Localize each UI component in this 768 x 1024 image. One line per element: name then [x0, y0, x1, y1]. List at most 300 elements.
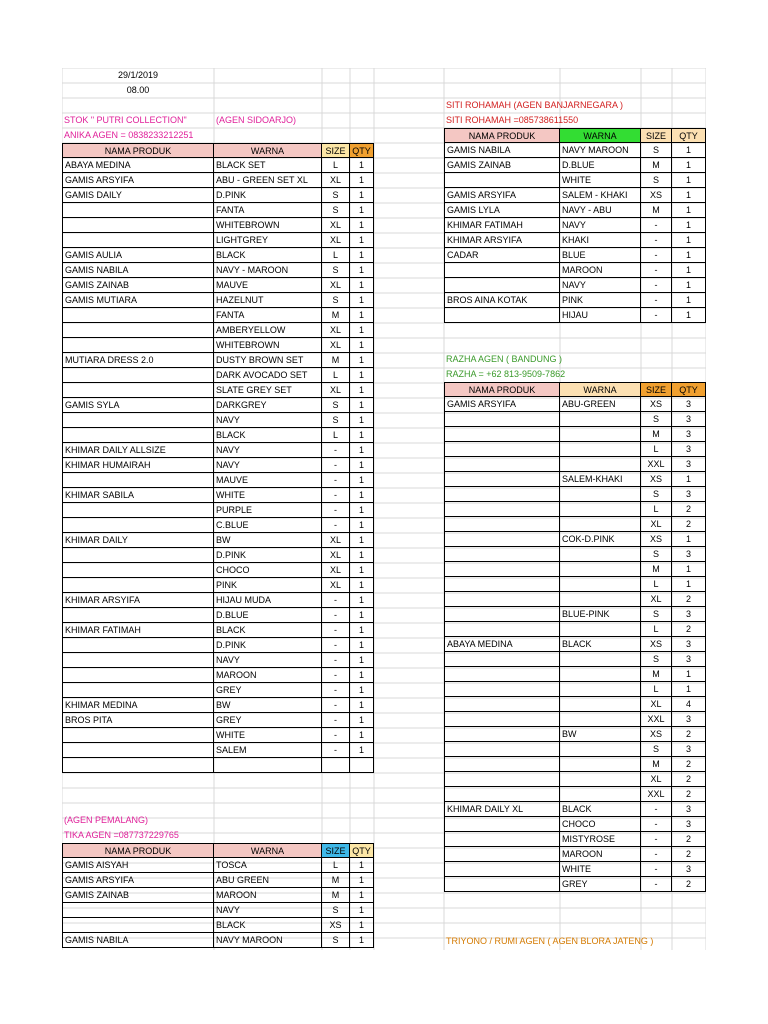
cell-color[interactable]: BLACK: [560, 637, 641, 652]
cell-color[interactable]: BLUE: [560, 248, 641, 263]
cell-size[interactable]: XL: [322, 323, 350, 338]
cell-product[interactable]: [444, 757, 560, 772]
cell-product[interactable]: GAMIS ARSYIFA: [444, 397, 560, 412]
cell-qty[interactable]: 1: [350, 608, 374, 623]
cell-color[interactable]: NAVY: [214, 443, 322, 458]
cell-product[interactable]: [444, 547, 560, 562]
cell-product[interactable]: [62, 668, 214, 683]
header-product[interactable]: NAMA PRODUK: [62, 143, 214, 158]
cell-color[interactable]: DUSTY BROWN SET: [214, 353, 322, 368]
stock-title[interactable]: STOK " PUTRI COLLECTION": [64, 115, 187, 125]
cell-size[interactable]: XL: [322, 548, 350, 563]
header-qty[interactable]: QTY: [672, 382, 706, 397]
cell-product[interactable]: GAMIS LYLA: [444, 203, 560, 218]
cell-color[interactable]: KHAKI: [560, 233, 641, 248]
cell-qty[interactable]: 3: [672, 412, 706, 427]
cell-color[interactable]: COK-D.PINK: [560, 532, 641, 547]
cell-qty[interactable]: 3: [672, 802, 706, 817]
cell-qty[interactable]: 1: [672, 158, 706, 173]
cell-qty[interactable]: 1: [350, 233, 374, 248]
cell-qty[interactable]: 1: [672, 562, 706, 577]
cell-product[interactable]: [444, 502, 560, 517]
time-cell[interactable]: 08.00: [126, 85, 150, 95]
cell-qty[interactable]: 1: [350, 728, 374, 743]
header-qty[interactable]: QTY: [350, 843, 374, 858]
cell-qty[interactable]: 1: [672, 682, 706, 697]
cell-size[interactable]: S: [322, 263, 350, 278]
cell-size[interactable]: XL: [322, 563, 350, 578]
cell-size[interactable]: XL: [322, 383, 350, 398]
cell-size[interactable]: S: [641, 607, 672, 622]
cell-qty[interactable]: 3: [672, 427, 706, 442]
agent-anika[interactable]: ANIKA AGEN = 0838233212251: [64, 130, 194, 140]
cell-size[interactable]: M: [322, 308, 350, 323]
cell-color[interactable]: NAVY - MAROON: [214, 263, 322, 278]
header-color[interactable]: WARNA: [214, 843, 322, 858]
header-product[interactable]: NAMA PRODUK: [62, 843, 214, 858]
cell-color[interactable]: GREY: [214, 683, 322, 698]
cell-qty[interactable]: 2: [672, 877, 706, 892]
cell-qty[interactable]: 2: [672, 622, 706, 637]
cell-color[interactable]: NAVY: [214, 458, 322, 473]
cell-color[interactable]: [214, 758, 322, 773]
cell-product[interactable]: GAMIS ARSYIFA: [62, 873, 214, 888]
cell-product[interactable]: BROS PITA: [62, 713, 214, 728]
cell-color[interactable]: SALEM - KHAKI: [560, 188, 641, 203]
cell-qty[interactable]: 1: [350, 698, 374, 713]
cell-size[interactable]: XL: [322, 278, 350, 293]
cell-product[interactable]: [444, 652, 560, 667]
cell-product[interactable]: KHIMAR FATIMAH: [62, 623, 214, 638]
cell-qty[interactable]: 1: [350, 443, 374, 458]
cell-size[interactable]: XS: [641, 188, 672, 203]
cell-color[interactable]: FANTA: [214, 308, 322, 323]
cell-product[interactable]: ABAYA MEDINA: [62, 158, 214, 173]
cell-product[interactable]: [62, 518, 214, 533]
cell-size[interactable]: S: [641, 143, 672, 158]
cell-qty[interactable]: 3: [672, 817, 706, 832]
cell-size[interactable]: -: [322, 458, 350, 473]
cell-product[interactable]: KHIMAR FATIMAH: [444, 218, 560, 233]
cell-product[interactable]: [444, 457, 560, 472]
cell-size[interactable]: M: [641, 562, 672, 577]
cell-size[interactable]: -: [322, 593, 350, 608]
cell-qty[interactable]: 1: [350, 173, 374, 188]
header-size[interactable]: SIZE: [641, 382, 672, 397]
cell-product[interactable]: [444, 727, 560, 742]
cell-product[interactable]: MUTIARA DRESS 2.0: [62, 353, 214, 368]
cell-qty[interactable]: 1: [350, 548, 374, 563]
cell-color[interactable]: NAVY: [214, 413, 322, 428]
cell-color[interactable]: C.BLUE: [214, 518, 322, 533]
cell-size[interactable]: M: [322, 353, 350, 368]
cell-color[interactable]: [560, 577, 641, 592]
cell-size[interactable]: XL: [322, 218, 350, 233]
cell-color[interactable]: NAVY MAROON: [214, 933, 322, 948]
cell-qty[interactable]: 1: [350, 248, 374, 263]
cell-size[interactable]: -: [322, 728, 350, 743]
cell-color[interactable]: ABU - GREEN SET XL: [214, 173, 322, 188]
cell-size[interactable]: S: [641, 173, 672, 188]
cell-qty[interactable]: 1: [672, 218, 706, 233]
cell-color[interactable]: BW: [214, 698, 322, 713]
cell-product[interactable]: [444, 173, 560, 188]
cell-size[interactable]: XL: [322, 233, 350, 248]
cell-color[interactable]: AMBERYELLOW: [214, 323, 322, 338]
cell-color[interactable]: [560, 457, 641, 472]
cell-qty[interactable]: 3: [672, 607, 706, 622]
cell-color[interactable]: NAVY: [214, 903, 322, 918]
cell-size[interactable]: M: [322, 888, 350, 903]
cell-color[interactable]: [560, 562, 641, 577]
cell-size[interactable]: XL: [322, 533, 350, 548]
cell-qty[interactable]: 3: [672, 712, 706, 727]
cell-qty[interactable]: 1: [350, 338, 374, 353]
cell-color[interactable]: NAVY: [560, 218, 641, 233]
cell-qty[interactable]: 1: [350, 623, 374, 638]
cell-color[interactable]: MAROON: [560, 263, 641, 278]
cell-product[interactable]: KHIMAR HUMAIRAH: [62, 458, 214, 473]
cell-product[interactable]: [444, 308, 560, 323]
agent-razha[interactable]: RAZHA = +62 813-9509-7862: [446, 369, 566, 379]
cell-product[interactable]: [62, 608, 214, 623]
cell-qty[interactable]: 1: [672, 577, 706, 592]
cell-qty[interactable]: 3: [672, 397, 706, 412]
cell-size[interactable]: XS: [641, 637, 672, 652]
cell-product[interactable]: [62, 638, 214, 653]
cell-product[interactable]: KHIMAR DAILY XL: [444, 802, 560, 817]
cell-size[interactable]: L: [322, 428, 350, 443]
cell-qty[interactable]: 1: [350, 563, 374, 578]
cell-size[interactable]: S: [322, 398, 350, 413]
cell-product[interactable]: GAMIS DAILY: [62, 188, 214, 203]
cell-color[interactable]: [560, 427, 641, 442]
cell-size[interactable]: -: [641, 248, 672, 263]
cell-product[interactable]: [62, 428, 214, 443]
cell-color[interactable]: [560, 742, 641, 757]
date-cell[interactable]: 29/1/2019: [117, 70, 159, 80]
cell-size[interactable]: S: [322, 203, 350, 218]
cell-qty[interactable]: 1: [350, 578, 374, 593]
cell-size[interactable]: M: [641, 667, 672, 682]
cell-color[interactable]: MAUVE: [214, 278, 322, 293]
cell-color[interactable]: [560, 787, 641, 802]
cell-size[interactable]: -: [322, 608, 350, 623]
cell-size[interactable]: -: [322, 743, 350, 758]
cell-qty[interactable]: 1: [350, 638, 374, 653]
cell-product[interactable]: [444, 697, 560, 712]
cell-size[interactable]: L: [641, 577, 672, 592]
cell-size[interactable]: -: [641, 832, 672, 847]
cell-qty[interactable]: 1: [672, 278, 706, 293]
header-color[interactable]: WARNA: [214, 143, 322, 158]
cell-color[interactable]: BW: [214, 533, 322, 548]
cell-product[interactable]: [444, 712, 560, 727]
cell-product[interactable]: GAMIS AULIA: [62, 248, 214, 263]
cell-product[interactable]: [444, 532, 560, 547]
cell-size[interactable]: -: [322, 698, 350, 713]
cell-product[interactable]: [62, 338, 214, 353]
cell-product[interactable]: [444, 682, 560, 697]
cell-color[interactable]: BLACK: [560, 802, 641, 817]
cell-qty[interactable]: 1: [672, 308, 706, 323]
cell-color[interactable]: GREY: [214, 713, 322, 728]
cell-qty[interactable]: 1: [350, 263, 374, 278]
cell-color[interactable]: FANTA: [214, 203, 322, 218]
cell-color[interactable]: WHITEBROWN: [214, 218, 322, 233]
cell-qty[interactable]: 1: [672, 293, 706, 308]
cell-size[interactable]: XL: [322, 578, 350, 593]
cell-size[interactable]: M: [322, 873, 350, 888]
cell-product[interactable]: [444, 487, 560, 502]
cell-size[interactable]: -: [322, 503, 350, 518]
cell-size[interactable]: S: [641, 547, 672, 562]
cell-product[interactable]: [62, 203, 214, 218]
cell-qty[interactable]: 2: [672, 502, 706, 517]
cell-product[interactable]: [444, 472, 560, 487]
cell-qty[interactable]: 2: [672, 787, 706, 802]
cell-product[interactable]: [62, 233, 214, 248]
cell-color[interactable]: D.PINK: [214, 188, 322, 203]
cell-size[interactable]: -: [322, 638, 350, 653]
cell-size[interactable]: S: [641, 412, 672, 427]
cell-product[interactable]: [62, 743, 214, 758]
cell-color[interactable]: [560, 772, 641, 787]
cell-size[interactable]: M: [641, 158, 672, 173]
cell-color[interactable]: [560, 487, 641, 502]
cell-product[interactable]: [444, 517, 560, 532]
cell-qty[interactable]: 1: [350, 653, 374, 668]
cell-size[interactable]: [322, 758, 350, 773]
cell-color[interactable]: CHOCO: [214, 563, 322, 578]
cell-qty[interactable]: 1: [350, 858, 374, 873]
cell-product[interactable]: [444, 832, 560, 847]
cell-size[interactable]: S: [641, 487, 672, 502]
cell-color[interactable]: [560, 412, 641, 427]
cell-color[interactable]: CHOCO: [560, 817, 641, 832]
cell-size[interactable]: -: [322, 668, 350, 683]
cell-product[interactable]: [62, 758, 214, 773]
cell-color[interactable]: HIJAU MUDA: [214, 593, 322, 608]
agent-sidoarjo-label[interactable]: (AGEN SIDOARJO): [216, 115, 297, 125]
cell-qty[interactable]: 3: [672, 637, 706, 652]
cell-size[interactable]: XL: [641, 772, 672, 787]
cell-qty[interactable]: 1: [350, 293, 374, 308]
cell-color[interactable]: BLACK: [214, 428, 322, 443]
cell-size[interactable]: S: [641, 652, 672, 667]
cell-size[interactable]: L: [641, 622, 672, 637]
cell-qty[interactable]: 3: [672, 547, 706, 562]
agent-pemalang-label[interactable]: (AGEN PEMALANG): [64, 815, 149, 825]
cell-color[interactable]: [560, 667, 641, 682]
cell-size[interactable]: -: [641, 308, 672, 323]
cell-size[interactable]: L: [322, 248, 350, 263]
cell-product[interactable]: [62, 548, 214, 563]
cell-product[interactable]: [444, 817, 560, 832]
cell-color[interactable]: SLATE GREY SET: [214, 383, 322, 398]
cell-product[interactable]: [444, 412, 560, 427]
cell-product[interactable]: KHIMAR DAILY: [62, 533, 214, 548]
cell-size[interactable]: XXL: [641, 712, 672, 727]
cell-color[interactable]: BLACK: [214, 248, 322, 263]
cell-size[interactable]: -: [322, 653, 350, 668]
cell-qty[interactable]: 1: [350, 353, 374, 368]
cell-color[interactable]: HIJAU: [560, 308, 641, 323]
cell-product[interactable]: KHIMAR SABILA: [62, 488, 214, 503]
cell-qty[interactable]: 2: [672, 832, 706, 847]
cell-product[interactable]: [444, 427, 560, 442]
cell-qty[interactable]: 1: [672, 233, 706, 248]
cell-size[interactable]: L: [641, 442, 672, 457]
cell-color[interactable]: [560, 547, 641, 562]
cell-product[interactable]: [62, 323, 214, 338]
cell-size[interactable]: -: [322, 713, 350, 728]
cell-qty[interactable]: 1: [672, 248, 706, 263]
cell-product[interactable]: GAMIS MUTIARA: [62, 293, 214, 308]
cell-product[interactable]: [444, 862, 560, 877]
cell-product[interactable]: [62, 683, 214, 698]
cell-product[interactable]: [62, 918, 214, 933]
cell-color[interactable]: NAVY MAROON: [560, 143, 641, 158]
cell-product[interactable]: GAMIS NABILA: [62, 933, 214, 948]
cell-product[interactable]: [444, 742, 560, 757]
cell-size[interactable]: XS: [641, 532, 672, 547]
header-qty[interactable]: QTY: [350, 143, 374, 158]
cell-qty[interactable]: 2: [672, 757, 706, 772]
cell-size[interactable]: L: [322, 858, 350, 873]
cell-qty[interactable]: 1: [672, 188, 706, 203]
cell-qty[interactable]: 1: [672, 143, 706, 158]
cell-color[interactable]: [560, 622, 641, 637]
cell-qty[interactable]: 3: [672, 457, 706, 472]
cell-qty[interactable]: 2: [672, 592, 706, 607]
agent-tika[interactable]: TIKA AGEN =087737229765: [64, 830, 179, 840]
cell-size[interactable]: XXL: [641, 457, 672, 472]
cell-product[interactable]: GAMIS ZAINAB: [444, 158, 560, 173]
cell-size[interactable]: XL: [641, 592, 672, 607]
cell-product[interactable]: [62, 308, 214, 323]
cell-product[interactable]: [444, 263, 560, 278]
cell-product[interactable]: CADAR: [444, 248, 560, 263]
cell-qty[interactable]: 1: [672, 263, 706, 278]
cell-size[interactable]: S: [322, 293, 350, 308]
cell-color[interactable]: D.BLUE: [214, 608, 322, 623]
cell-color[interactable]: NAVY: [560, 278, 641, 293]
cell-color[interactable]: [560, 757, 641, 772]
cell-product[interactable]: [444, 592, 560, 607]
cell-qty[interactable]: 1: [350, 933, 374, 948]
cell-qty[interactable]: 3: [672, 652, 706, 667]
cell-size[interactable]: S: [641, 742, 672, 757]
cell-size[interactable]: L: [322, 158, 350, 173]
cell-qty[interactable]: 2: [672, 727, 706, 742]
cell-product[interactable]: [62, 383, 214, 398]
cell-color[interactable]: [560, 592, 641, 607]
cell-product[interactable]: KHIMAR ARSYIFA: [62, 593, 214, 608]
cell-color[interactable]: BW: [560, 727, 641, 742]
cell-qty[interactable]: 1: [350, 458, 374, 473]
cell-size[interactable]: L: [641, 502, 672, 517]
cell-qty[interactable]: 1: [350, 503, 374, 518]
cell-color[interactable]: D.PINK: [214, 638, 322, 653]
cell-product[interactable]: [444, 622, 560, 637]
cell-size[interactable]: -: [322, 473, 350, 488]
agent-banjarnegara-title[interactable]: SITI ROHAMAH (AGEN BANJARNEGARA ): [446, 100, 624, 110]
cell-qty[interactable]: 1: [350, 368, 374, 383]
cell-color[interactable]: WHITE: [560, 173, 641, 188]
cell-qty[interactable]: 1: [350, 428, 374, 443]
cell-qty[interactable]: 1: [350, 413, 374, 428]
cell-qty[interactable]: 1: [350, 743, 374, 758]
cell-qty[interactable]: 3: [672, 862, 706, 877]
cell-size[interactable]: -: [322, 518, 350, 533]
cell-color[interactable]: ABU GREEN: [214, 873, 322, 888]
cell-qty[interactable]: 2: [672, 772, 706, 787]
cell-product[interactable]: [444, 667, 560, 682]
cell-color[interactable]: [560, 697, 641, 712]
cell-size[interactable]: -: [322, 683, 350, 698]
cell-size[interactable]: XS: [641, 727, 672, 742]
cell-product[interactable]: KHIMAR DAILY ALLSIZE: [62, 443, 214, 458]
cell-qty[interactable]: 1: [672, 203, 706, 218]
cell-color[interactable]: SALEM-KHAKI: [560, 472, 641, 487]
cell-color[interactable]: LIGHTGREY: [214, 233, 322, 248]
cell-product[interactable]: ABAYA MEDINA: [444, 637, 560, 652]
cell-size[interactable]: -: [641, 862, 672, 877]
cell-size[interactable]: -: [322, 443, 350, 458]
cell-color[interactable]: DARKGREY: [214, 398, 322, 413]
cell-qty[interactable]: 1: [350, 278, 374, 293]
cell-qty[interactable]: 1: [350, 888, 374, 903]
cell-size[interactable]: -: [641, 877, 672, 892]
cell-size[interactable]: L: [322, 368, 350, 383]
cell-color[interactable]: WHITE: [214, 728, 322, 743]
header-product[interactable]: NAMA PRODUK: [444, 128, 560, 143]
cell-color[interactable]: D.BLUE: [560, 158, 641, 173]
cell-qty[interactable]: 4: [672, 697, 706, 712]
cell-product[interactable]: [62, 653, 214, 668]
header-size[interactable]: SIZE: [322, 143, 350, 158]
cell-product[interactable]: GAMIS NABILA: [62, 263, 214, 278]
header-size[interactable]: SIZE: [322, 843, 350, 858]
cell-qty[interactable]: 1: [672, 173, 706, 188]
cell-size[interactable]: M: [641, 427, 672, 442]
cell-size[interactable]: XL: [322, 173, 350, 188]
cell-qty[interactable]: 1: [350, 683, 374, 698]
cell-product[interactable]: [444, 847, 560, 862]
agent-bandung-title[interactable]: RAZHA AGEN ( BANDUNG ): [446, 354, 563, 364]
cell-size[interactable]: M: [641, 757, 672, 772]
cell-color[interactable]: ABU-GREEN: [560, 397, 641, 412]
cell-qty[interactable]: 1: [350, 383, 374, 398]
header-product[interactable]: NAMA PRODUK: [444, 382, 560, 397]
cell-product[interactable]: [444, 772, 560, 787]
cell-product[interactable]: GAMIS ARSYIFA: [62, 173, 214, 188]
header-size[interactable]: SIZE: [641, 128, 672, 143]
cell-qty[interactable]: 1: [350, 218, 374, 233]
cell-qty[interactable]: 3: [672, 442, 706, 457]
cell-product[interactable]: GAMIS ZAINAB: [62, 888, 214, 903]
cell-color[interactable]: TOSCA: [214, 858, 322, 873]
cell-qty[interactable]: 3: [672, 487, 706, 502]
cell-product[interactable]: GAMIS SYLA: [62, 398, 214, 413]
cell-size[interactable]: XS: [641, 397, 672, 412]
cell-qty[interactable]: 1: [350, 308, 374, 323]
cell-size[interactable]: XS: [641, 472, 672, 487]
cell-color[interactable]: MAUVE: [214, 473, 322, 488]
cell-color[interactable]: MAROON: [214, 888, 322, 903]
cell-color[interactable]: NAVY: [214, 653, 322, 668]
